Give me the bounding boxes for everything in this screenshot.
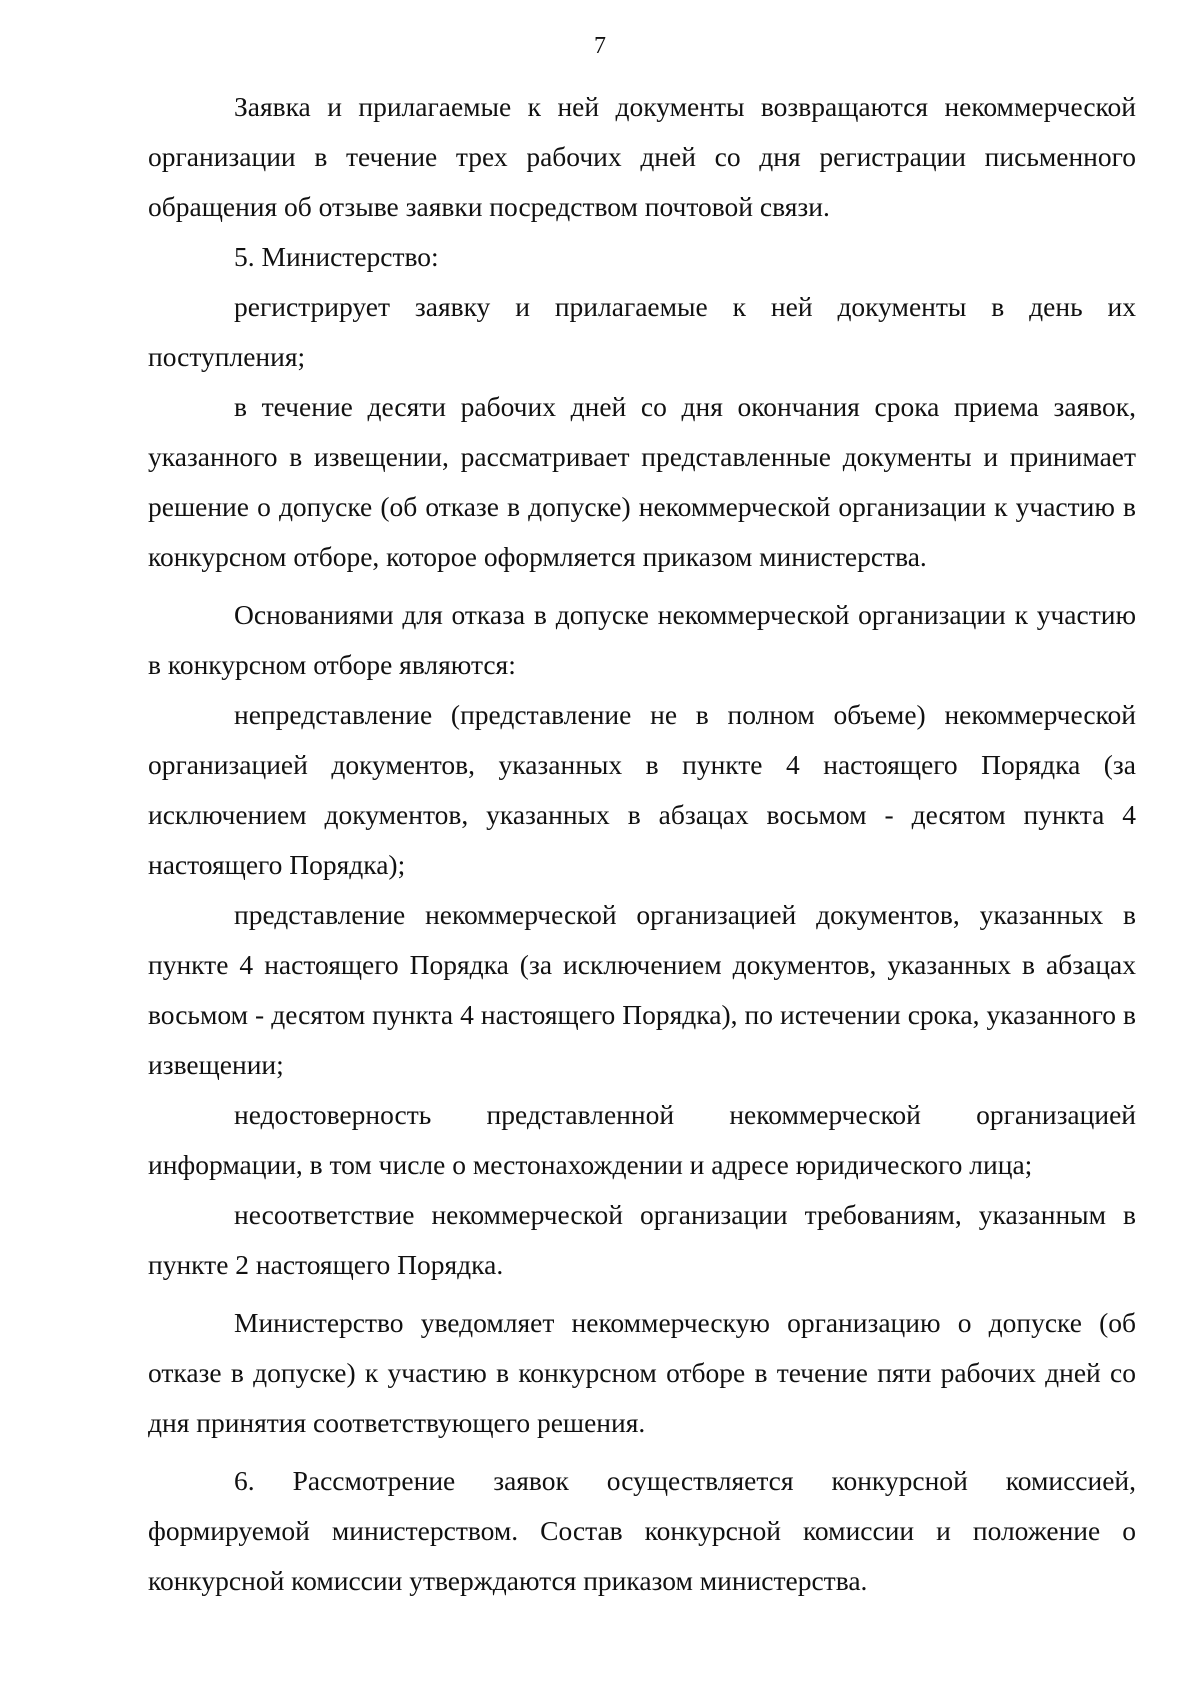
paragraph-application-return: Заявка и прилагаемые к ней документы возвращаются некоммерческой организации в течение трех рабочих дней со дня регистрации письменного обращения об отзыве заявки посредством почтовой связи. [148, 91, 1136, 222]
paragraph-registers-application: регистрирует заявку и прилагаемые к ней документы в день их поступления; [148, 291, 1136, 372]
paragraph-ground-non-submission: непредставление (представление не в полном объеме) некоммерческой организацией документов, указанных в пункте 4 настоящего Порядка (за исключением документов, указанных в абзацах восьмом - десятом пункта 4 настоящего Порядка); [148, 699, 1136, 880]
paragraph-refusal-grounds: Основаниями для отказа в допуске некоммерческой организации к участию в конкурсном отборе являются: [148, 599, 1136, 680]
paragraph-commission: 6. Рассмотрение заявок осуществляется конкурсной комиссией, формируемой министерством. Состав конкурсной комиссии и положение о конкурсной комиссии утверждаются приказом министерства. [148, 1465, 1136, 1596]
paragraph-ground-late-submission: представление некоммерческой организацией документов, указанных в пункте 4 настоящего Порядка (за исключением документов, указанных в абзацах восьмом - десятом пункта 4 настоящего Порядка), по истечении срока, указанного в извещении; [148, 899, 1136, 1080]
document-body [148, 82, 1136, 1606]
paragraph-ground-inaccuracy: недостоверность представленной некоммерческой организацией информации, в том числе о местонахождении и адресе юридического лица; [148, 1099, 1136, 1180]
paragraph-notification: Министерство уведомляет некоммерческую организацию о допуске (об отказе в допуске) к участию в конкурсном отборе в течение пяти рабочих дней со дня принятия соответствующего решения. [148, 1307, 1136, 1438]
paragraph-review-decision: в течение десяти рабочих дней со дня окончания срока приема заявок, указанного в извещении, рассматривает представленные документы и принимает решение о допуске (об отказе в допуске) некоммерческой организации к участию в конкурсном отборе, которое оформляется приказом министерства. [148, 391, 1136, 572]
paragraph-ministry-heading: 5. Министерство: [234, 241, 439, 272]
page-number: 7 [594, 33, 606, 59]
paragraph-ground-nonconformity: несоответствие некоммерческой организации требованиям, указанным в пункте 2 настоящего Порядка. [148, 1199, 1136, 1280]
